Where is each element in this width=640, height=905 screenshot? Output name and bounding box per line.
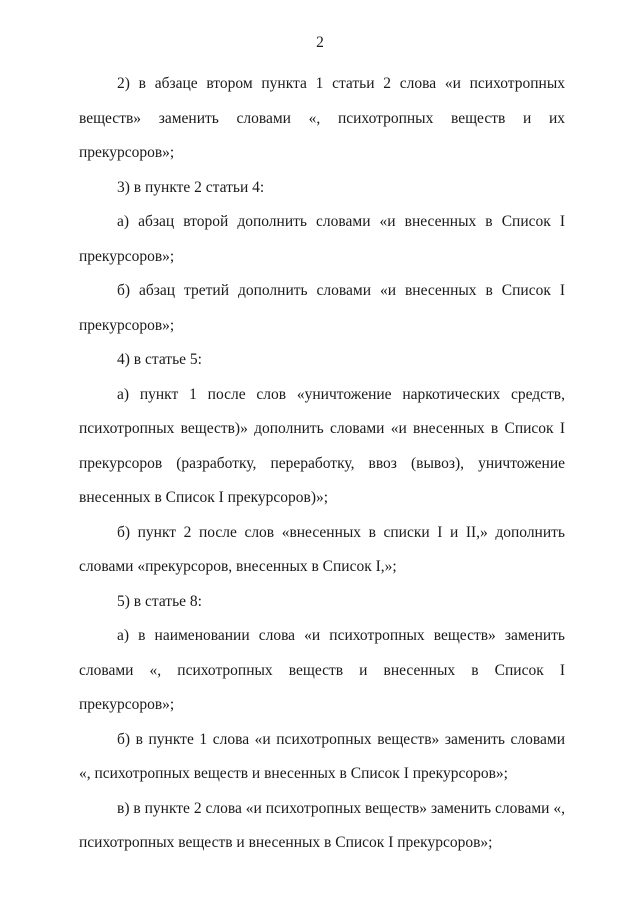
paragraph-item-3: 3) в пункте 2 статьи 4: <box>117 178 265 196</box>
document-body <box>79 67 565 861</box>
paragraph-subitem-4a: а) пункт 1 после слов «уничтожение наркотических средств, психотропных веществ)» дополнить словами «и внесенных в Список I прекурсоров (разработку, переработку, ввоз (вывоз), уничтожение внесенных в Список I прекурсоров)»; <box>79 385 565 506</box>
paragraph-subitem-5c: в) в пункте 2 слова «и психотропных веществ» заменить словами «, психотропных веществ и внесенных в Список I прекурсоров»; <box>79 799 565 851</box>
paragraph-subitem-3a: а) абзац второй дополнить словами «и внесенных в Список I прекурсоров»; <box>79 213 565 265</box>
paragraph-subitem-4b: б) пункт 2 после слов «внесенных в списки I и II,» дополнить словами «прекурсоров, внесенных в Список I,»; <box>79 523 565 575</box>
paragraph-subitem-3b: б) абзац третий дополнить словами «и внесенных в Список I прекурсоров»; <box>79 282 565 334</box>
paragraph-item-4: 4) в статье 5: <box>117 351 202 368</box>
paragraph-item-2: 2) в абзаце втором пункта 1 статьи 2 слова «и психотропных веществ» заменить словами «, психотропных веществ и их прекурсоров»; <box>79 75 565 161</box>
page-number: 2 <box>316 34 324 51</box>
paragraph-subitem-5b: б) в пункте 1 слова «и психотропных веществ» заменить словами «, психотропных веществ и внесенных в Список I прекурсоров»; <box>79 730 565 782</box>
paragraph-item-5: 5) в статье 8: <box>117 592 202 610</box>
paragraph-subitem-5a: а) в наименовании слова «и психотропных веществ» заменить словами «, психотропных веществ и внесенных в Список I прекурсоров»; <box>79 627 565 713</box>
